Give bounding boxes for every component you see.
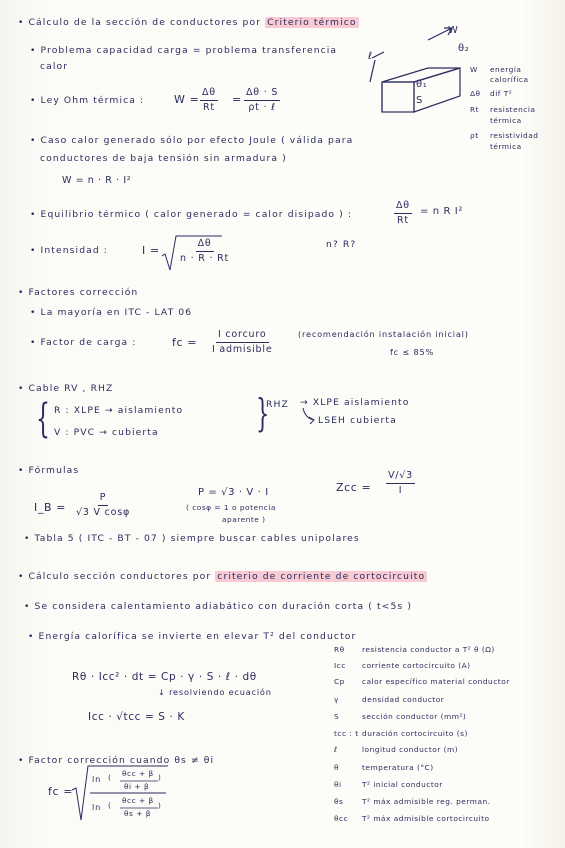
factor-carga-note-2: fc ≤ 85% [390,347,435,357]
ib-num: P [98,492,109,506]
problema-line-1: • Problema capacidad carga = problema transferencia [30,45,338,56]
zcc-den: I [398,484,403,496]
legend-2-item: Cp calor específico material conductor [334,677,510,686]
ib-den: √3 V cosφ [76,506,131,518]
fc-den-paren-close: ) [158,801,162,810]
legend-1-item: W energía [470,65,522,74]
legend-2-item: θs T² máx admisible reg. perman. [334,797,491,806]
section-1-title-prefix: • Cálculo de la sección de conductores por [18,17,262,28]
legend-2-item: θ temperatura (°C) [334,763,434,772]
tabla-5-note: • Tabla 5 ( ITC - BT - 07 ) siempre buscar cables unipolares [24,533,360,544]
section-1-title-highlight: Criterio térmico [267,17,357,28]
short-circuit-equation-1: Rθ · Icc² · dt = Cp · γ · S · ℓ · dθ [72,671,257,683]
fc-den-top: θcc + β [122,796,154,805]
diagram-theta2-label: θ₂ [458,43,470,54]
cable-v-line: V : PVC → cubierta [54,427,159,438]
cable-title: • Cable RV , RHZ [18,383,114,394]
ley-ohm-lhs: W = [174,93,200,106]
factor-carga-lhs: fc = [172,336,198,349]
zcc-lhs: Zcc = [336,481,372,494]
fc-num-top: θcc + β [122,769,154,778]
legend-1-item: térmica [490,116,522,125]
joule-formula: W = n · R · I² [62,175,132,186]
cable-rhz-line-2: LSEH cubierta [318,415,397,426]
equilibrio-label: • Equilibrio térmico ( calor generado = calor disipado ) : [30,209,353,220]
factor-carga-den: I admisible [212,343,273,355]
p-note-2: aparente ) [222,515,266,524]
fc-num-paren-close: ) [158,773,162,782]
fc-den-ln: ln [92,802,102,812]
fc-lhs: fc = [48,785,74,798]
equilibrio-den: Rt [396,214,409,226]
legend-1-item: Δθ dif T² [470,89,513,98]
fc-den-paren-open: ( [108,801,112,810]
cable-rhz-brace: } [256,391,270,435]
ley-ohm-den-2: ρt · ℓ [248,101,276,113]
p-note-1: ( cosφ = 1 o potencia [186,503,276,512]
caso-joule-line-2: conductores de baja tensión sin armadura ) [40,153,287,164]
intensidad-den: n · R · Rt [180,252,230,264]
factor-carga-note-1: (recomendación instalación inicial) [298,329,469,339]
ley-ohm-num-1: Δθ [200,87,218,101]
intensidad-num: Δθ [196,238,214,252]
cable-rhz-label: RHZ [266,399,289,410]
fc-num-paren-open: ( [108,773,112,782]
ib-lhs: I_B = [34,501,67,514]
equilibrio-num: Δθ [394,200,412,214]
formulas-title: • Fórmulas [18,465,80,476]
fc-num-ln: ln [92,774,102,784]
legend-1-item: ρt resistividad [470,131,539,140]
legend-2-item: γ densidad conductor [334,695,445,704]
factor-carga-label: • Factor de carga : [30,337,137,348]
legend-2-item: θi T² inicial conductor [334,780,443,789]
factor-correccion-label: • Factor corrección cuando θs ≠ θi [18,755,215,766]
legend-2-item: ℓ longitud conductor (m) [334,745,459,754]
fc-den-bottom: θs + β [124,809,151,818]
factores-title: • Factores corrección [18,287,139,298]
ley-ohm-equals: = [232,93,242,106]
diagram-s-label: S [416,95,423,106]
caso-joule-line-1: • Caso calor generado sólo por efecto Joule ( válida para [30,135,354,146]
legend-2-item: tcc : t duración cortocircuito (s) [334,729,468,738]
ley-ohm-label: • Ley Ohm térmica : [30,95,145,106]
diagram-l-label: ℓ [368,51,373,62]
fc-num-bottom: θi + β [124,782,150,791]
p-formula: P = √3 · V · I [198,487,269,498]
equilibrio-rhs: = n R I² [420,206,463,217]
legend-2-item: S sección conductor (mm²) [334,712,467,721]
legend-1-item: Rt resistencia [470,105,536,114]
cable-rhz-line-1: → XLPE aislamiento [300,397,410,408]
diagram-theta1-label: θ₁ [416,79,428,90]
ley-ohm-den-1: Rt [202,101,215,113]
zcc-num: V/√3 [386,470,415,484]
legend-2-item: Rθ resistencia conductor a T² θ (Ω) [334,645,495,654]
resolviendo-note: ↓ resolviendo ecuación [158,687,272,697]
intensidad-lhs: I = [142,244,160,257]
problema-line-2: calor [40,61,69,72]
legend-2-item: Icc corriente cortocircuito (A) [334,661,471,670]
intensidad-note: n? R? [326,239,357,250]
legend-1-item: térmica [490,142,522,151]
legend-2-item: θcc T² máx admisible cortocircuito [334,814,490,823]
short-circuit-equation-2: Icc · √tcc = S · K [88,711,185,723]
legend-1-item: calorífica [490,75,529,84]
cable-r-line: R : XLPE → aislamiento [54,405,184,416]
considera-line: • Se considera calentamiento adiabático con duración corta ( t<5s ) [24,601,412,612]
diagram-w-label: W [448,25,459,36]
energia-line: • Energía calorífica se invierte en elevar T² del conductor [28,631,357,642]
section-2-title-prefix: • Cálculo sección conductores por [18,571,212,582]
factores-mayoria: • La mayoría en ITC - LAT 06 [30,307,193,318]
cable-rv-brace: { [36,396,50,442]
factor-carga-num: I corcuro [216,329,269,343]
intensidad-label: • Intensidad : [30,245,108,256]
section-2-title-highlight: criterio de corriente de cortocircuito [217,571,426,582]
ley-ohm-num-2: Δθ · S [244,87,280,101]
